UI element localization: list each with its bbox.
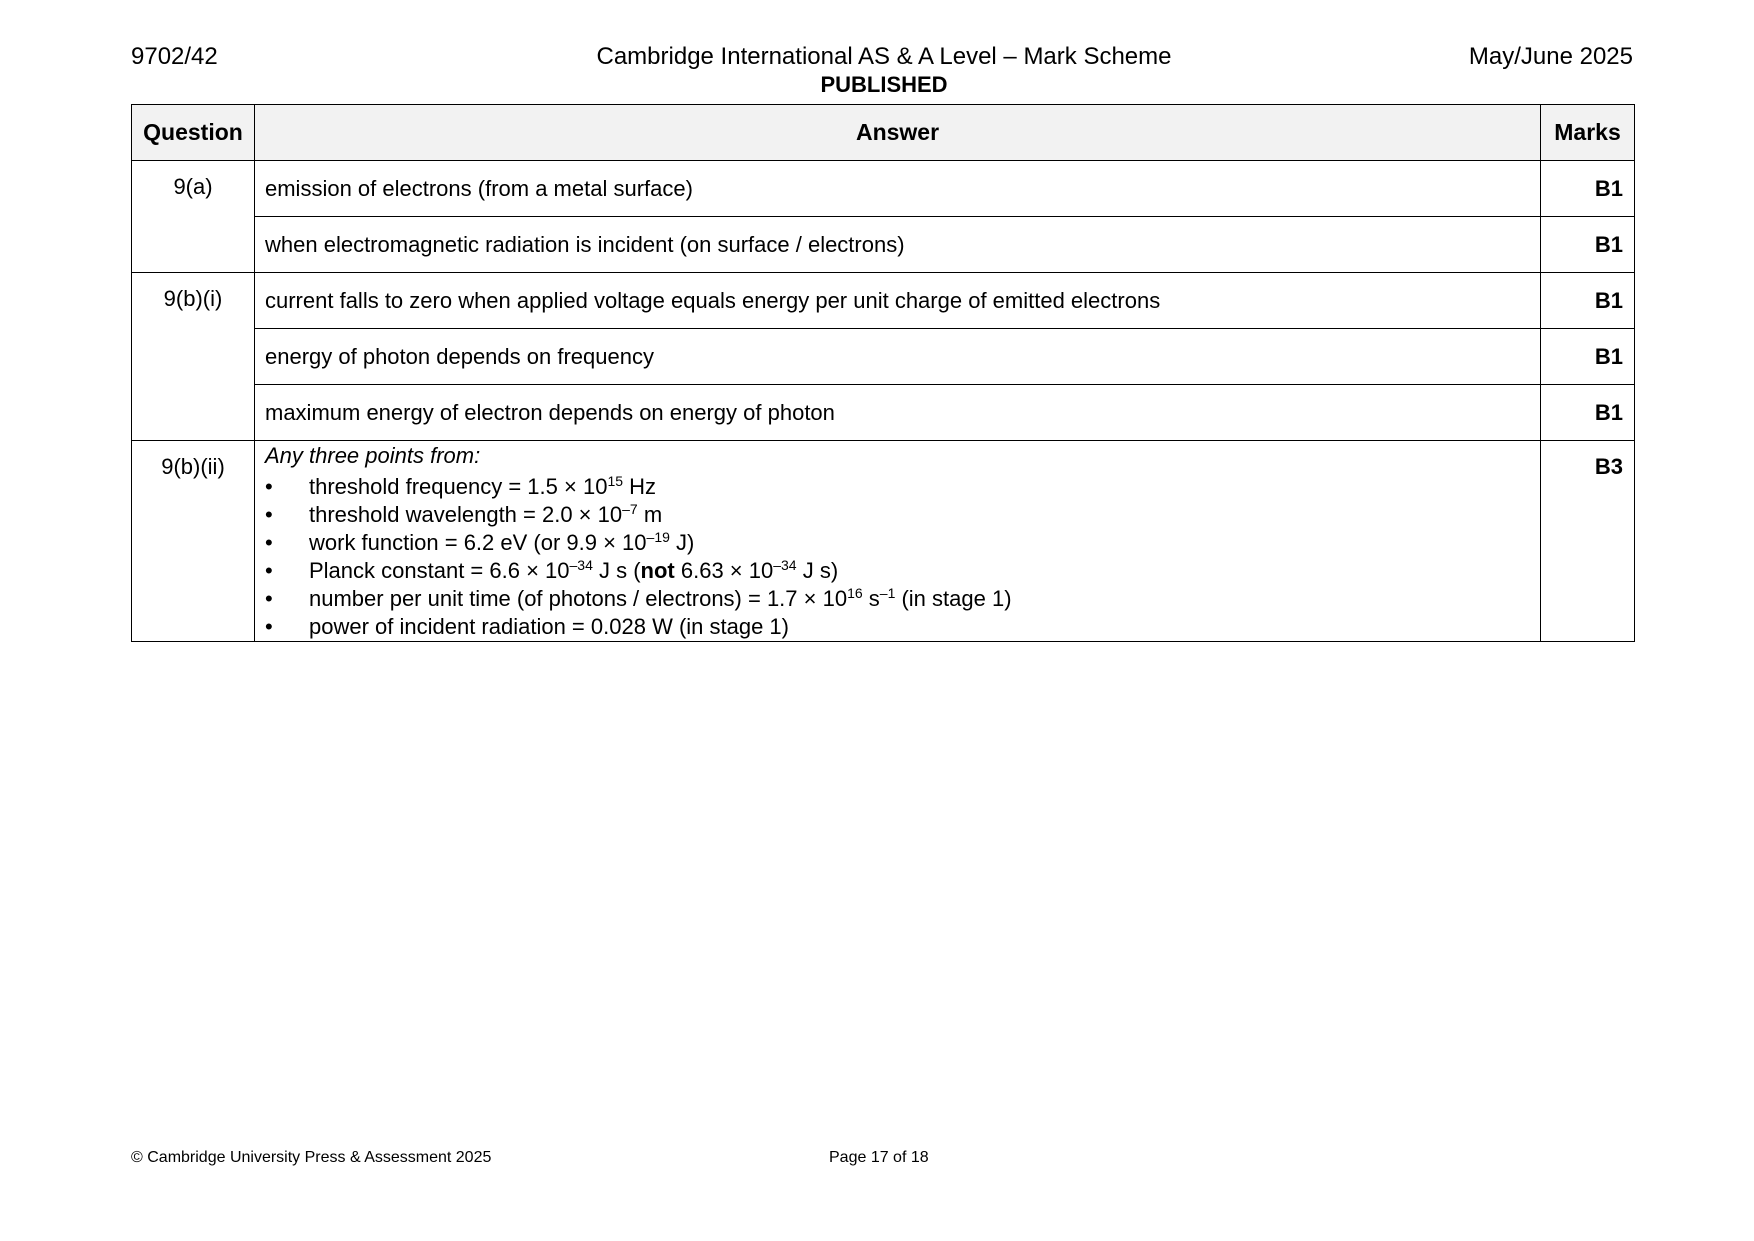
mark-cell: B3: [1541, 441, 1635, 642]
bullet-icon: •: [265, 558, 273, 583]
table-row: [132, 161, 1635, 217]
list-item: • Planck constant = $6.6 \times 10^{-34}$ J s (not $6.63 \times 10^{-34}$ J s): [265, 557, 839, 583]
list-item: • threshold frequency = $1.5 \times 10^{15}$ Hz: [265, 473, 657, 499]
column-header-marks: Marks: [1541, 105, 1635, 161]
list-item: • power of incident radiation = 0.028 W (in stage 1): [265, 614, 789, 639]
exam-session: May/June 2025: [1468, 43, 1633, 70]
bullet-icon: •: [265, 586, 273, 611]
column-header-question: Question: [132, 105, 255, 161]
list-item: • work function = 6.2 eV (or $9.9 \times 10^{-19}$ J): [265, 529, 695, 555]
table-row: [132, 329, 1635, 385]
table-header-row: [132, 105, 1635, 161]
column-header-answer: Answer: [255, 105, 1541, 161]
mark-cell: B1: [1541, 273, 1635, 329]
bullet-icon: •: [265, 530, 273, 555]
answer-cell: emission of electrons (from a metal surface): [255, 161, 1541, 217]
table-row: [132, 385, 1635, 441]
answer-points-list: [265, 473, 1530, 641]
published-label: PUBLISHED: [820, 72, 948, 97]
question-number: 9(b)(ii): [132, 441, 255, 642]
copyright-notice: © Cambridge University Press & Assessment 2025: [131, 1149, 492, 1166]
answer-cell: when electromagnetic radiation is incident (on surface / electrons): [255, 217, 1541, 273]
mark-cell: B1: [1541, 329, 1635, 385]
paper-code: 9702/42: [131, 43, 218, 70]
answer-cell: maximum energy of electron depends on energy of photon: [255, 385, 1541, 441]
document-title: Cambridge International AS & A Level – Mark Scheme: [596, 43, 1172, 70]
mark-scheme-table: [131, 104, 1635, 642]
answer-cell: [255, 441, 1541, 642]
answer-cell: energy of photon depends on frequency: [255, 329, 1541, 385]
table-row: [132, 273, 1635, 329]
list-item: • threshold wavelength = $2.0 \times 10^{-7}$ m: [265, 501, 663, 527]
bullet-icon: •: [265, 502, 273, 527]
question-number: 9(a): [132, 161, 255, 273]
mark-cell: B1: [1541, 161, 1635, 217]
answer-cell: current falls to zero when applied voltage equals energy per unit charge of emitted electrons: [255, 273, 1541, 329]
bullet-icon: •: [265, 474, 273, 499]
question-number: 9(b)(i): [132, 273, 255, 441]
mark-cell: B1: [1541, 217, 1635, 273]
bullet-icon: •: [265, 614, 273, 639]
table-row: [132, 441, 1635, 642]
mark-cell: B1: [1541, 385, 1635, 441]
answer-intro: Any three points from:: [265, 443, 481, 468]
table-row: [132, 217, 1635, 273]
list-item: • number per unit time (of photons / electrons) = $1.7 \times 10^{16}$ $s^{-1}$ (in stage 1): [265, 585, 1012, 611]
page-number: Page 17 of 18: [829, 1149, 929, 1166]
